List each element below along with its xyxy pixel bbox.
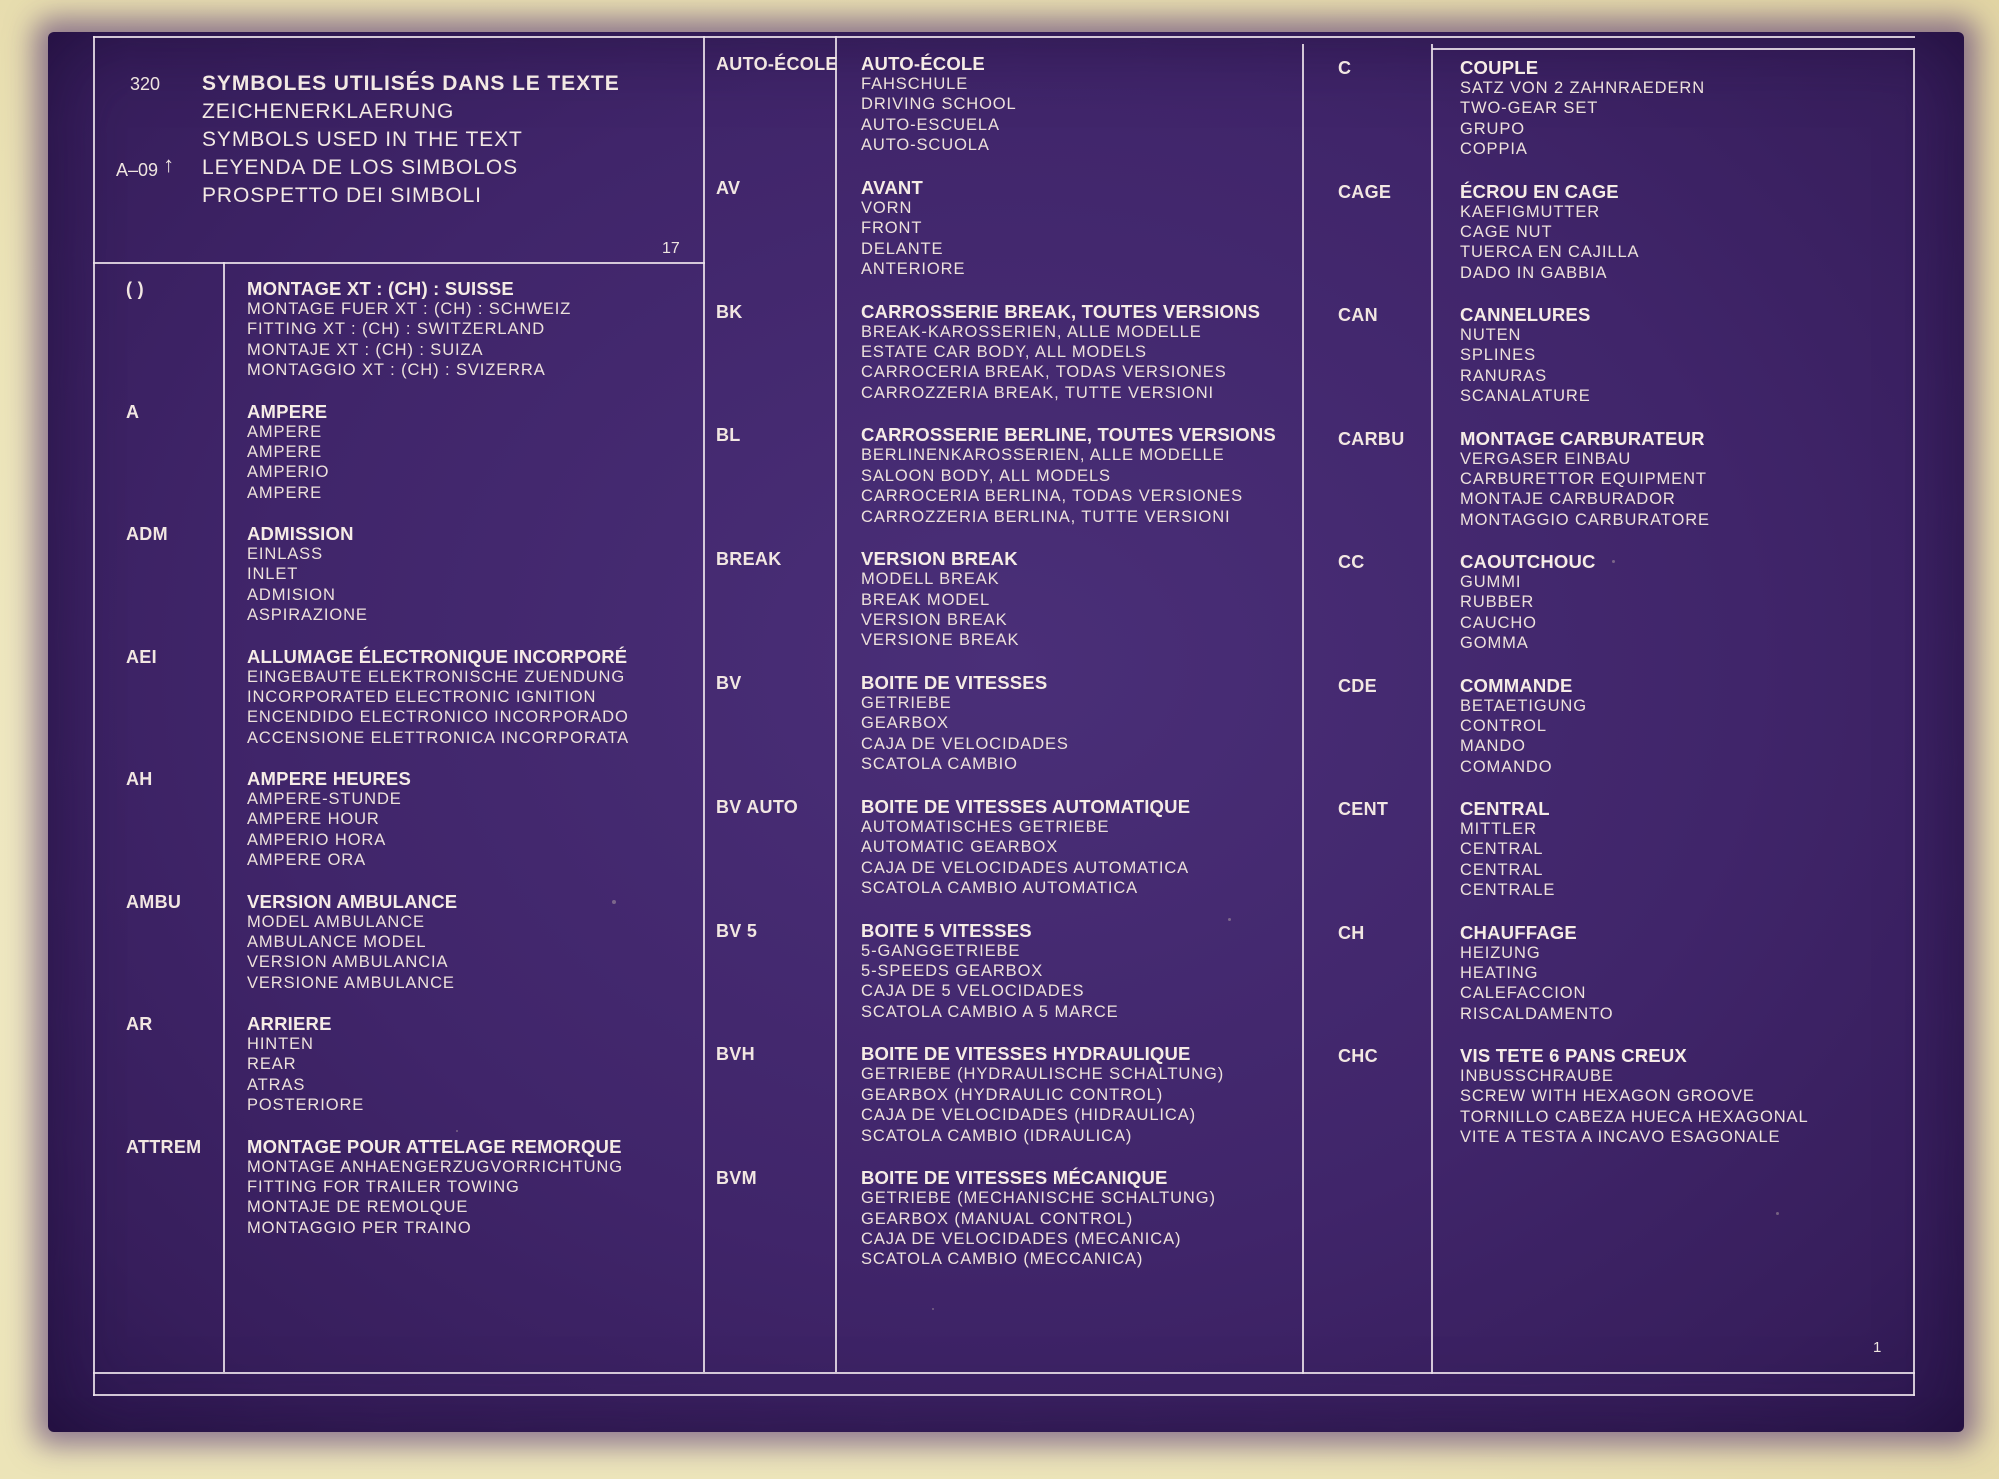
col2-symbol-code: AV bbox=[716, 177, 741, 198]
col2-symbol-code: BV 5 bbox=[716, 920, 758, 941]
entry-translation: AMPERE bbox=[247, 442, 323, 461]
col2-entry bbox=[861, 1043, 1224, 1146]
entry-translation: GEARBOX bbox=[861, 714, 949, 733]
entry-title: CENTRAL bbox=[1460, 798, 1550, 819]
col1-code-divider bbox=[223, 262, 225, 1372]
entry-title: MONTAGE CARBURATEUR bbox=[1460, 427, 1705, 449]
col2-symbol-code: BVH bbox=[716, 1044, 755, 1065]
entry-translation: SCATOLA CAMBIO A 5 MARCE bbox=[861, 1002, 1119, 1021]
col2-symbol-code: BVM bbox=[716, 1168, 757, 1189]
col1-entry bbox=[247, 1013, 364, 1116]
col3-entry bbox=[1460, 57, 1705, 160]
entry-translation: FITTING XT : (CH) : SWITZERLAND bbox=[247, 320, 546, 339]
entry-translation: MONTAJE DE REMOLQUE bbox=[247, 1198, 469, 1217]
frame-left-line bbox=[93, 36, 95, 1396]
entry-title: CARROSSERIE BREAK, TOUTES VERSIONS bbox=[861, 300, 1261, 322]
entry-translation: VITE A TESTA A INCAVO ESAGONALE bbox=[1460, 1128, 1781, 1147]
frame-right-line bbox=[1913, 48, 1915, 1396]
col2-entry bbox=[861, 548, 1019, 651]
entry-translation: FRONT bbox=[861, 219, 923, 238]
col1-right-divider bbox=[703, 36, 705, 1372]
entry-translation: AUTOMATISCHES GETRIEBE bbox=[861, 817, 1110, 836]
col3-symbol-code: CH bbox=[1338, 922, 1365, 943]
title-es: LEYENDA DE LOS SIMBOLOS bbox=[202, 156, 518, 179]
col2-symbol-code: AUTO-ÉCOLE bbox=[716, 54, 838, 74]
entry-translation: TORNILLO CABEZA HUECA HEXAGONAL bbox=[1460, 1107, 1809, 1126]
entry-translation: INCORPORATED ELECTRONIC IGNITION bbox=[247, 687, 597, 706]
col1-entry bbox=[247, 891, 457, 994]
entry-translation: COMANDO bbox=[1460, 757, 1553, 776]
entry-translation: BERLINENKAROSSERIEN, ALLE MODELLE bbox=[861, 446, 1225, 465]
entry-translation: CAJA DE VELOCIDADES (MECANICA) bbox=[861, 1230, 1182, 1248]
entry-translation: ACCENSIONE ELETTRONICA INCORPORATA bbox=[247, 728, 630, 747]
entry-translation: DADO IN GABBIA bbox=[1460, 263, 1608, 282]
col1-symbol-code: A bbox=[126, 401, 140, 422]
entry-translation: AMPERE bbox=[247, 483, 323, 502]
entry-translation: INLET bbox=[247, 565, 299, 584]
col1-symbol-code: ATTREM bbox=[126, 1136, 202, 1157]
col1-entry bbox=[247, 1136, 623, 1239]
col1-entry bbox=[247, 278, 571, 381]
entry-title: CARROSSERIE BERLINE, TOUTES VERSIONS bbox=[861, 424, 1276, 446]
entry-translation: MONTAGE ANHAENGERZUGVORRICHTUNG bbox=[247, 1157, 623, 1176]
entry-translation: COPPIA bbox=[1460, 140, 1528, 159]
entry-translation: CARROCERIA BREAK, TODAS VERSIONES bbox=[861, 363, 1227, 382]
entry-title: AMPERE HEURES bbox=[247, 768, 411, 789]
entry-translation: CAJA DE VELOCIDADES AUTOMATICA bbox=[861, 858, 1190, 877]
entry-translation: CARROZZERIA BREAK, TUTTE VERSIONI bbox=[861, 383, 1215, 402]
col3-symbol-code: CHC bbox=[1338, 1046, 1378, 1066]
entry-translation: DRIVING SCHOOL bbox=[861, 95, 1017, 114]
col3-entry bbox=[1460, 181, 1639, 284]
col1-entry bbox=[247, 401, 329, 504]
col3-symbol-code: CC bbox=[1338, 552, 1365, 572]
col1-entry bbox=[247, 523, 368, 626]
entry-translation: ASPIRAZIONE bbox=[247, 606, 368, 625]
entry-translation: ANTERIORE bbox=[861, 260, 966, 279]
entry-translation: SATZ VON 2 ZAHNRAEDERN bbox=[1460, 79, 1706, 97]
entry-title: ARRIERE bbox=[247, 1013, 332, 1034]
footer-page-number: 1 bbox=[1873, 1339, 1882, 1356]
entry-translation: MONTAJE XT : (CH) : SUIZA bbox=[247, 340, 484, 359]
col3-symbol-code: CENT bbox=[1338, 799, 1389, 819]
col3-entry bbox=[1460, 304, 1591, 407]
entry-translation: VERSION BREAK bbox=[861, 611, 1008, 629]
entry-title: AVANT bbox=[861, 176, 923, 198]
entry-translation: TWO-GEAR SET bbox=[1460, 99, 1599, 118]
col2-symbol-code: BV bbox=[716, 673, 742, 693]
entry-title: VERSION AMBULANCE bbox=[247, 890, 458, 912]
entry-translation: VERGASER EINBAU bbox=[1460, 449, 1632, 468]
header-divider-line bbox=[93, 262, 705, 264]
entry-translation: CARBURETTOR EQUIPMENT bbox=[1460, 469, 1707, 488]
page-number: 320 bbox=[130, 74, 161, 94]
entry-translation: MODEL AMBULANCE bbox=[247, 912, 425, 931]
entry-title: ALLUMAGE ÉLECTRONIQUE INCORPORÉ bbox=[247, 645, 628, 667]
entry-translation: MANDO bbox=[1460, 737, 1526, 756]
entry-translation: AUTO-ESCUELA bbox=[861, 115, 1000, 134]
entry-translation: CONTROL bbox=[1460, 716, 1547, 735]
entry-translation: MONTAGE FUER XT : (CH) : SCHWEIZ bbox=[247, 300, 572, 318]
entry-title: BOITE DE VITESSES MÉCANIQUE bbox=[861, 1167, 1168, 1189]
entry-translation: CAGE NUT bbox=[1460, 222, 1553, 241]
entry-translation: MONTAGGIO XT : (CH) : SVIZERRA bbox=[247, 361, 546, 380]
entry-translation: NUTEN bbox=[1460, 326, 1522, 344]
col3-symbol-code: CDE bbox=[1338, 675, 1377, 696]
entry-translation: SCANALATURE bbox=[1460, 387, 1591, 406]
entry-title: MONTAGE XT : (CH) : SUISSE bbox=[247, 278, 514, 299]
entry-translation: ESTATE CAR BODY, ALL MODELS bbox=[861, 343, 1147, 361]
entry-translation: MONTAJE CARBURADOR bbox=[1460, 490, 1676, 509]
header-sub-number: 17 bbox=[662, 240, 680, 257]
frame-bottom-line bbox=[93, 1372, 1915, 1374]
col2-symbol-code: BREAK bbox=[716, 549, 782, 570]
col1-symbol-code: AEI bbox=[126, 646, 157, 667]
col3-entry bbox=[1460, 1045, 1809, 1148]
entry-translation: 5-SPEEDS GEARBOX bbox=[861, 962, 1044, 980]
entry-translation: RUBBER bbox=[1460, 593, 1535, 612]
entry-translation: GRUPO bbox=[1460, 119, 1526, 138]
col1-entry bbox=[247, 768, 411, 871]
col1-symbol-code: AH bbox=[126, 769, 153, 789]
entry-translation: GOMMA bbox=[1460, 634, 1529, 653]
col3-symbol-code: C bbox=[1338, 58, 1352, 78]
col3-entry bbox=[1460, 675, 1587, 778]
col2-symbol-code: BV AUTO bbox=[716, 796, 799, 817]
col2-symbol-code: BL bbox=[716, 425, 741, 446]
title-en: SYMBOLS USED IN THE TEXT bbox=[202, 128, 523, 151]
entry-translation: SCATOLA CAMBIO (IDRAULICA) bbox=[861, 1126, 1133, 1145]
entry-translation: AUTOMATIC GEARBOX bbox=[861, 838, 1059, 857]
entry-translation: EINGEBAUTE ELEKTRONISCHE ZUENDUNG bbox=[247, 667, 626, 686]
entry-translation: AMPERIO HORA bbox=[247, 830, 387, 849]
entry-translation: INBUSSCHRAUBE bbox=[1460, 1067, 1614, 1085]
entry-translation: HINTEN bbox=[247, 1035, 314, 1053]
col2-entry bbox=[861, 53, 1017, 156]
entry-translation: GETRIEBE (MECHANISCHE SCHALTUNG) bbox=[861, 1189, 1216, 1208]
entry-title: CHAUFFAGE bbox=[1460, 921, 1577, 943]
entry-title: COMMANDE bbox=[1460, 674, 1573, 696]
col3-code-divider bbox=[1431, 44, 1433, 1374]
entry-translation: MONTAGGIO CARBURATORE bbox=[1460, 510, 1710, 529]
entry-title: BOITE DE VITESSES AUTOMATIQUE bbox=[861, 795, 1191, 817]
col2-entry bbox=[861, 424, 1276, 527]
entry-translation: CALEFACCION bbox=[1460, 984, 1587, 1003]
entry-translation: VERSIONE AMBULANCE bbox=[247, 973, 455, 992]
entry-translation: RANURAS bbox=[1460, 366, 1547, 385]
col1-entry bbox=[247, 646, 629, 749]
col3-entry bbox=[1460, 922, 1614, 1025]
entry-title: BOITE DE VITESSES HYDRAULIQUE bbox=[861, 1043, 1191, 1065]
col2-entry bbox=[861, 1167, 1216, 1270]
entry-translation: RISCALDAMENTO bbox=[1460, 1004, 1614, 1023]
entry-translation: TUERCA EN CAJILLA bbox=[1460, 243, 1640, 262]
frame-right-top-line bbox=[1432, 48, 1915, 50]
entry-title: BOITE DE VITESSES bbox=[861, 672, 1048, 693]
frame-top-line bbox=[93, 36, 1915, 38]
entry-translation: AMPERE HOUR bbox=[247, 810, 380, 829]
col2-code-divider bbox=[835, 36, 837, 1372]
entry-translation: ENCENDIDO ELECTRONICO INCORPORADO bbox=[247, 708, 629, 727]
entry-translation: AMBULANCE MODEL bbox=[247, 932, 427, 951]
entry-translation: CARROZZERIA BERLINA, TUTTE VERSIONI bbox=[861, 507, 1231, 526]
title-fr: SYMBOLES UTILISÉS DANS LE TEXTE bbox=[202, 72, 620, 95]
entry-translation: 5-GANGGETRIEBE bbox=[861, 941, 1021, 960]
entry-translation: GETRIEBE (HYDRAULISCHE SCHALTUNG) bbox=[861, 1065, 1225, 1084]
entry-translation: CAUCHO bbox=[1460, 613, 1537, 632]
entry-translation: GEARBOX (MANUAL CONTROL) bbox=[861, 1209, 1134, 1228]
entry-translation: HEATING bbox=[1460, 963, 1539, 982]
entry-title: AMPERE bbox=[247, 400, 328, 422]
entry-translation: VORN bbox=[861, 198, 913, 217]
entry-translation: AUTO-SCUOLA bbox=[861, 136, 990, 155]
entry-title: MONTAGE POUR ATTELAGE REMORQUE bbox=[247, 1135, 622, 1157]
entry-title: VERSION BREAK bbox=[861, 548, 1018, 570]
entry-translation: AMPERE ORA bbox=[247, 851, 367, 870]
col2-entry bbox=[861, 177, 965, 280]
col2-entry bbox=[861, 920, 1119, 1023]
frame-bottom-outer-line bbox=[93, 1394, 1915, 1396]
section-reference bbox=[116, 152, 175, 182]
entry-translation: HEIZUNG bbox=[1460, 943, 1541, 962]
entry-title: ÉCROU EN CAGE bbox=[1460, 180, 1619, 202]
entry-translation: GEARBOX (HYDRAULIC CONTROL) bbox=[861, 1085, 1164, 1104]
col1-symbol-code: ADM bbox=[126, 524, 168, 544]
entry-translation: CAJA DE 5 VELOCIDADES bbox=[861, 982, 1085, 1001]
entry-translation: AMPERIO bbox=[247, 463, 330, 482]
arrow-up-icon: ↑ bbox=[163, 152, 175, 177]
entry-translation: VERSION AMBULANCIA bbox=[247, 953, 449, 972]
entry-translation: MONTAGGIO PER TRAINO bbox=[247, 1218, 472, 1237]
entry-translation: EINLASS bbox=[247, 545, 323, 563]
col3-entry bbox=[1460, 798, 1555, 901]
entry-translation: SALOON BODY, ALL MODELS bbox=[861, 466, 1111, 485]
entry-translation: CENTRALE bbox=[1460, 881, 1556, 900]
entry-translation: AMPERE bbox=[247, 422, 323, 441]
entry-translation: SCATOLA CAMBIO (MECCANICA) bbox=[861, 1250, 1144, 1269]
entry-translation: ATRAS bbox=[247, 1075, 306, 1094]
entry-title: BOITE 5 VITESSES bbox=[861, 919, 1032, 941]
entry-translation: VERSIONE BREAK bbox=[861, 631, 1020, 650]
entry-translation: CENTRAL bbox=[1460, 840, 1544, 859]
entry-translation: SCATOLA CAMBIO bbox=[861, 755, 1018, 774]
entry-translation: REAR bbox=[247, 1055, 297, 1074]
entry-translation: GETRIEBE bbox=[861, 694, 952, 712]
entry-translation: BETAETIGUNG bbox=[1460, 696, 1587, 715]
title-de: ZEICHENERKLAERUNG bbox=[202, 100, 455, 123]
col2-right-divider bbox=[1302, 44, 1304, 1374]
col3-entry bbox=[1460, 428, 1710, 531]
entry-title: COUPLE bbox=[1460, 57, 1539, 78]
entry-translation: SCREW WITH HEXAGON GROOVE bbox=[1460, 1087, 1755, 1106]
entry-translation: FITTING FOR TRAILER TOWING bbox=[247, 1177, 520, 1196]
entry-translation: CARROCERIA BERLINA, TODAS VERSIONES bbox=[861, 487, 1244, 506]
col2-entry bbox=[861, 796, 1190, 899]
entry-translation: MODELL BREAK bbox=[861, 570, 1000, 589]
entry-translation: POSTERIORE bbox=[247, 1096, 365, 1115]
col3-symbol-code: CARBU bbox=[1338, 428, 1405, 449]
entry-translation: KAEFIGMUTTER bbox=[1460, 202, 1601, 221]
entry-translation: CENTRAL bbox=[1460, 860, 1544, 879]
col1-symbol-code: AR bbox=[126, 1014, 153, 1034]
entry-translation: AMPERE-STUNDE bbox=[247, 790, 402, 808]
entry-translation: FAHSCHULE bbox=[861, 75, 969, 93]
entry-translation: GUMMI bbox=[1460, 573, 1522, 591]
entry-title: VIS TETE 6 PANS CREUX bbox=[1460, 1045, 1687, 1066]
col1-symbol-code: ( ) bbox=[126, 279, 144, 299]
entry-translation: SCATOLA CAMBIO AUTOMATICA bbox=[861, 879, 1139, 898]
col1-symbol-code: AMBU bbox=[126, 891, 182, 912]
entry-translation: ADMISION bbox=[247, 585, 336, 604]
entry-title: CAOUTCHOUC bbox=[1460, 551, 1596, 572]
entry-translation: DELANTE bbox=[861, 239, 944, 258]
title-it: PROSPETTO DEI SIMBOLI bbox=[202, 184, 482, 207]
entry-translation: BREAK-KAROSSERIEN, ALLE MODELLE bbox=[861, 322, 1202, 341]
entry-title: ADMISSION bbox=[247, 523, 354, 544]
entry-title: AUTO-ÉCOLE bbox=[861, 53, 985, 74]
col3-entry bbox=[1460, 551, 1596, 654]
col2-entry bbox=[861, 301, 1260, 404]
entry-translation: CAJA DE VELOCIDADES bbox=[861, 734, 1069, 753]
col3-symbol-code: CAGE bbox=[1338, 181, 1392, 202]
col3-symbol-code: CAN bbox=[1338, 305, 1378, 325]
entry-title: CANNELURES bbox=[1460, 304, 1591, 325]
entry-translation: CAJA DE VELOCIDADES (HIDRAULICA) bbox=[861, 1106, 1197, 1125]
col2-symbol-code: BK bbox=[716, 301, 743, 322]
entry-translation: BREAK MODEL bbox=[861, 590, 991, 609]
entry-translation: SPLINES bbox=[1460, 346, 1536, 365]
entry-translation: MITTLER bbox=[1460, 820, 1537, 838]
reference-code: A–09 bbox=[116, 160, 159, 180]
header-title-block bbox=[202, 70, 620, 210]
col2-entry bbox=[861, 672, 1069, 775]
